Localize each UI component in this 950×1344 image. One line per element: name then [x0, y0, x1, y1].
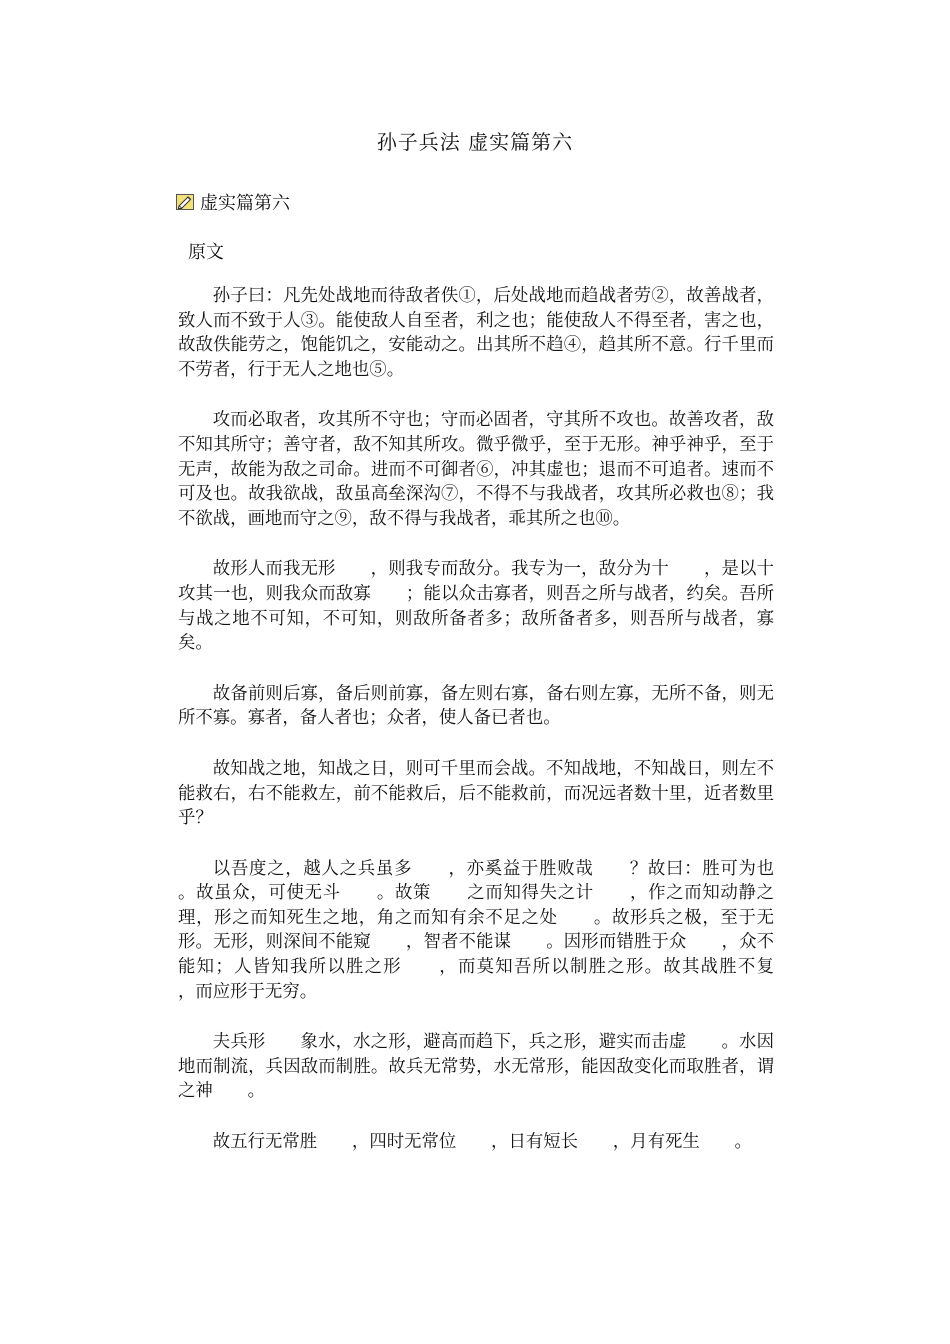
paragraph: 攻而必取者，攻其所不守也；守而必固者，守其所不攻也。故善攻者，敌不知其所守；善守者，敌不知其所攻。微乎微乎，至于无形。神乎神乎，至于无声，故能为敌之司命。进而不可御者⑥，冲其虚也；退而不可追者。速而不可及也。故我欲战，敌虽高垒深沟⑦，不得不与我战者，攻其所必救也⑧；我不欲战，画地而守之⑨，敌不得与我战者，乖其所之也⑩。 [178, 410, 774, 529]
paragraph: 故备前则后寡，备后则前寡，备左则右寡，备右则左寡，无所不备，则无所不寡。寡者，备人者也；众者，使人备已者也。 [178, 683, 774, 729]
note-pencil-icon [176, 194, 194, 210]
paragraph: 孙子曰：凡先处战地而待敌者佚①，后处战地而趋战者劳②，故善战者，致人而不致于人③。能使敌人自至者，利之也；能使敌人不得至者，害之也，故敌佚能劳之，饱能饥之，安能动之。出其所不趋④，趋其所不意。行千里而不劳者，行于无人之地也⑤。 [178, 286, 774, 380]
paragraph: 以吾度之，越人之兵虽多 ，亦奚益于胜败哉 ？故曰：胜可为也 。故虽众，可使无斗 。故策 之而知得失之计 ，作之而知动静之理，形之而知死生之地，角之而知有余不足之处 。故形兵之极，至于无形。无形，则深间不能窥 ，智者不能谋 。因形而错胜于众 ，众不能知；人皆知我所以胜之形 ，而莫知吾所以制胜之形。故其战胜不复 ，而应形于无穷。 [178, 858, 809, 1002]
body-text [178, 284, 809, 1155]
section-heading-text: 虚实篇第六 [200, 193, 290, 214]
section-heading [176, 189, 290, 215]
document-title: 孙子兵法 虚实篇第六 [376, 130, 574, 154]
paragraph: 故五行无常胜 ，四时无常位 ，日有短长 ，月有死生 。 [212, 1132, 752, 1153]
paragraph: 夫兵形 象水，水之形，避高而趋下，兵之形，避实而击虚 。水因地而制流，兵因敌而制胜。故兵无常势，水无常形，能因敌变化而取胜者，谓之神 。 [178, 1032, 774, 1102]
paragraph: 故形人而我无形 ，则我专而敌分。我专为一，敌分为十 ，是以十攻其一也，则我众而敌寡 ；能以众击寡者，则吾之所与战者，约矣。吾所与战之地不可知，不可知，则敌所备者多；敌所备者多，则吾所与战者，寡矣。 [178, 559, 774, 654]
paragraph: 故知战之地，知战之日，则可千里而会战。不知战地，不知战日，则左不能救右，右不能救左，前不能救后，后不能救前，而况远者数十里，近者数里乎？ [178, 758, 774, 829]
original-text-label: 原文 [188, 242, 224, 263]
